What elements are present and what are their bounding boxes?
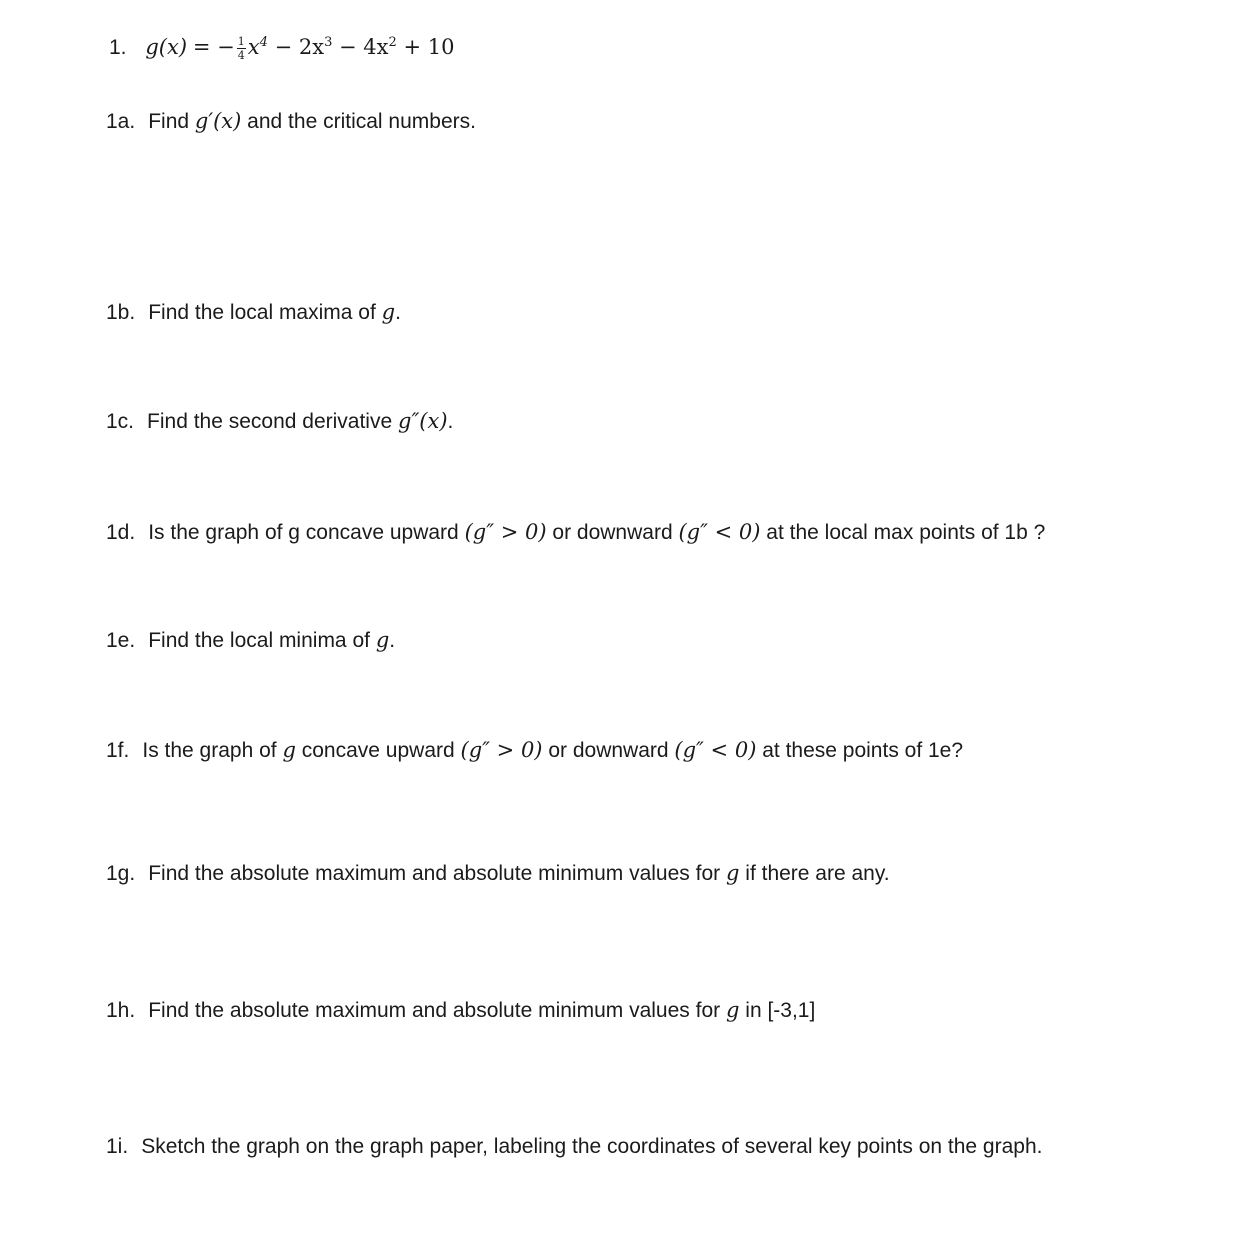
question-1h: 1h. Find the absolute maximum and absolute minimum values for g in [-3,1] <box>106 998 816 1022</box>
question-1i: 1i. Sketch the graph on the graph paper, labeling the coordinates of several key points on the graph. <box>106 1135 1043 1158</box>
question-number: 1d. <box>106 521 136 544</box>
math-g: g <box>725 861 740 885</box>
question-number: 1f. <box>106 739 130 762</box>
question-number: 1g. <box>106 862 136 885</box>
question-number: 1h. <box>106 999 136 1022</box>
question-1d: 1d. Is the graph of g concave upward (g″ > 0) or downward (g″ < 0) at the local max points of 1b ? <box>106 520 1046 544</box>
question-number: 1c. <box>106 410 135 433</box>
question-1a: 1a. Find g′(x) and the critical numbers. <box>106 109 476 133</box>
fraction-denominator: 4 <box>237 48 245 62</box>
problem-number: 1. <box>109 36 127 59</box>
math-concave-up: (g″ > 0) <box>464 520 547 544</box>
math-concave-up: (g″ > 0) <box>460 738 543 762</box>
question-number: 1i. <box>106 1135 129 1158</box>
fraction-numerator: 1 <box>237 34 245 48</box>
term-constant: + 10 <box>396 35 455 59</box>
term-4x2: − $4x^2$ <box>332 35 397 59</box>
minus-sign: − <box>217 35 235 59</box>
question-1e: 1e. Find the local minima of g. <box>106 628 396 652</box>
math-concave-down: (g″ < 0) <box>674 738 757 762</box>
question-number: 1a. <box>106 110 136 133</box>
question-1g: 1g. Find the absolute maximum and absolute minimum values for g if there are any. <box>106 861 890 885</box>
question-number: 1e. <box>106 629 136 652</box>
question-1f: 1f. Is the graph of g concave upward (g″ > 0) or downward (g″ < 0) at these points of 1e? <box>106 738 964 762</box>
math-concave-down: (g″ < 0) <box>678 520 761 544</box>
math-g: g <box>381 300 396 324</box>
math-g-double-prime: g″(x) <box>398 409 448 433</box>
function-lhs: g(x) <box>145 35 188 59</box>
question-1b: 1b. Find the local maxima of g. <box>106 300 401 324</box>
math-g: g <box>375 628 390 652</box>
question-1c: 1c. Find the second derivative g″(x). <box>106 409 454 433</box>
math-g-prime: g′(x) <box>194 109 242 133</box>
math-g: g <box>725 998 740 1022</box>
problem-header <box>109 34 454 61</box>
equals-sign: = <box>192 35 211 59</box>
fraction-one-quarter <box>237 36 246 61</box>
term-x4: $x^4$ <box>247 35 268 59</box>
question-number: 1b. <box>106 301 136 324</box>
term-2x3: − $2x^3$ <box>267 35 333 59</box>
math-g: g <box>282 738 296 762</box>
